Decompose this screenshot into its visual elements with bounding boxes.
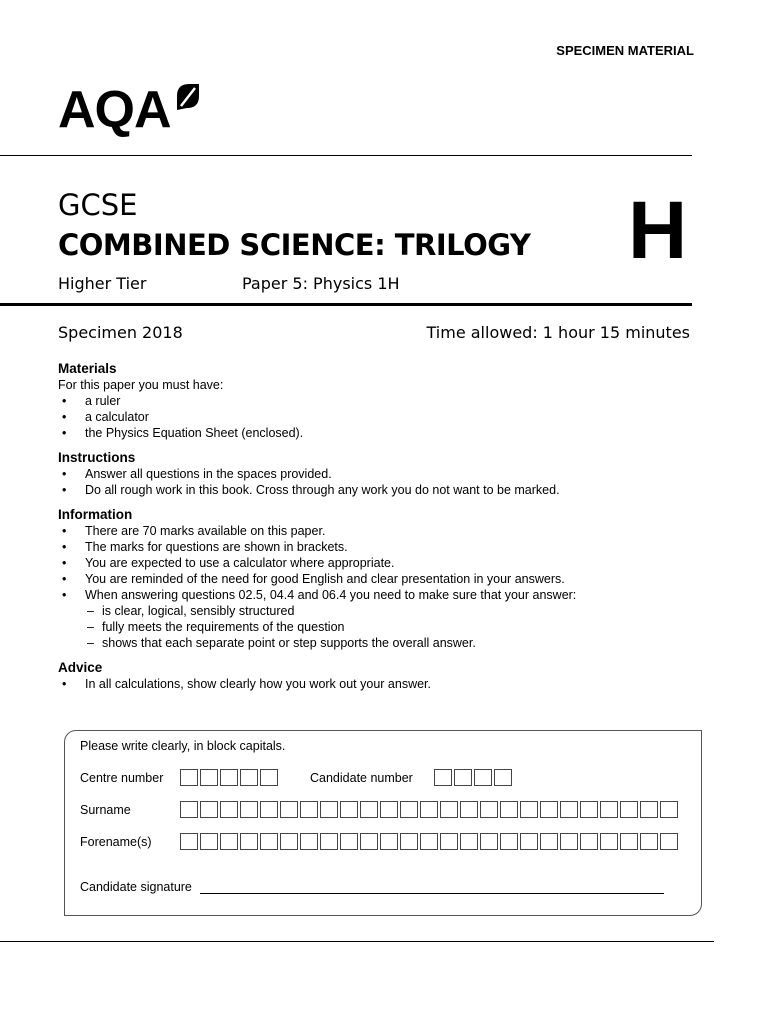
character-box[interactable] (260, 801, 278, 818)
centre-number-boxes[interactable] (180, 769, 280, 786)
character-box[interactable] (620, 801, 638, 818)
character-box[interactable] (180, 801, 198, 818)
list-item: • There are 70 marks available on this paper. (58, 523, 698, 539)
character-box[interactable] (660, 801, 678, 818)
header-divider (0, 155, 692, 156)
character-box[interactable] (360, 833, 378, 850)
list-item: • You are reminded of the need for good English and clear presentation in your answers. (58, 571, 698, 587)
character-box[interactable] (520, 833, 538, 850)
advice-heading: Advice (58, 660, 103, 675)
character-box[interactable] (460, 801, 478, 818)
character-box[interactable] (580, 801, 598, 818)
forename-label: Forename(s) (80, 834, 152, 849)
list-item: – fully meets the requirements of the question (85, 619, 698, 635)
list-item: • In all calculations, show clearly how you work out your answer. (58, 676, 698, 692)
list-item: • a ruler (58, 393, 698, 409)
character-box[interactable] (540, 801, 558, 818)
instructions-list (58, 466, 698, 498)
surname-boxes[interactable] (180, 801, 680, 818)
character-box[interactable] (540, 833, 558, 850)
character-box[interactable] (440, 801, 458, 818)
character-box[interactable] (520, 801, 538, 818)
surname-label: Surname (80, 802, 131, 817)
character-box[interactable] (434, 769, 452, 786)
character-box[interactable] (220, 801, 238, 818)
character-box[interactable] (460, 833, 478, 850)
character-box[interactable] (660, 833, 678, 850)
character-box[interactable] (280, 833, 298, 850)
character-box[interactable] (640, 833, 658, 850)
character-box[interactable] (500, 833, 518, 850)
specimen-label: SPECIMEN MATERIAL (556, 43, 694, 58)
answer-criteria-list (85, 603, 698, 651)
list-item: • The marks for questions are shown in brackets. (58, 539, 698, 555)
centre-number-label: Centre number (80, 770, 164, 785)
list-item: • a calculator (58, 409, 698, 425)
materials-list (58, 393, 698, 441)
character-box[interactable] (180, 833, 198, 850)
character-box[interactable] (200, 769, 218, 786)
list-item: – is clear, logical, sensibly structured (85, 603, 698, 619)
tier-letter: H (628, 185, 688, 276)
aqa-logo (58, 81, 201, 139)
character-box[interactable] (340, 833, 358, 850)
character-box[interactable] (180, 769, 198, 786)
forename-boxes[interactable] (180, 833, 680, 850)
aqa-leaf-icon (175, 82, 201, 112)
character-box[interactable] (600, 801, 618, 818)
paper-label: Paper 5: Physics 1H (242, 274, 400, 293)
character-box[interactable] (420, 801, 438, 818)
character-box[interactable] (640, 801, 658, 818)
logo-text: AQA (58, 81, 171, 139)
character-box[interactable] (200, 833, 218, 850)
specimen-year: Specimen 2018 (58, 323, 183, 342)
materials-intro: For this paper you must have: (58, 378, 224, 392)
instructions-heading: Instructions (58, 450, 136, 465)
character-box[interactable] (380, 833, 398, 850)
character-box[interactable] (400, 801, 418, 818)
character-box[interactable] (454, 769, 472, 786)
character-box[interactable] (300, 833, 318, 850)
tier-label: Higher Tier (58, 274, 147, 293)
character-box[interactable] (360, 801, 378, 818)
materials-heading: Materials (58, 361, 117, 376)
character-box[interactable] (494, 769, 512, 786)
list-item (58, 587, 698, 651)
character-box[interactable] (400, 833, 418, 850)
character-box[interactable] (600, 833, 618, 850)
character-box[interactable] (240, 801, 258, 818)
advice-list (58, 676, 698, 692)
character-box[interactable] (240, 769, 258, 786)
title-divider (0, 303, 692, 306)
character-box[interactable] (320, 801, 338, 818)
character-box[interactable] (380, 801, 398, 818)
character-box[interactable] (280, 801, 298, 818)
information-list (58, 523, 698, 651)
list-item: – shows that each separate point or step supports the overall answer. (85, 635, 698, 651)
rubric (58, 360, 698, 692)
character-box[interactable] (480, 801, 498, 818)
character-box[interactable] (440, 833, 458, 850)
signature-line[interactable] (200, 881, 664, 894)
qualification: GCSE (58, 188, 138, 222)
character-box[interactable] (260, 833, 278, 850)
information-heading: Information (58, 507, 133, 522)
list-item: • the Physics Equation Sheet (enclosed). (58, 425, 698, 441)
list-item: • Do all rough work in this book. Cross through any work you do not want to be marked. (58, 482, 698, 498)
subject-title: COMBINED SCIENCE: TRILOGY (58, 228, 531, 262)
character-box[interactable] (560, 833, 578, 850)
signature-label: Candidate signature (80, 880, 192, 894)
character-box[interactable] (620, 833, 638, 850)
list-item: • You are expected to use a calculator where appropriate. (58, 555, 698, 571)
list-item-text: When answering questions 02.5, 04.4 and 06.4 you need to make sure that your answer: (85, 588, 577, 602)
character-box[interactable] (200, 801, 218, 818)
character-box[interactable] (340, 801, 358, 818)
candidate-number-boxes[interactable] (434, 769, 514, 786)
character-box[interactable] (580, 833, 598, 850)
character-box[interactable] (220, 833, 238, 850)
character-box[interactable] (480, 833, 498, 850)
block-capitals-instruction: Please write clearly, in block capitals. (80, 739, 286, 753)
list-item: • Answer all questions in the spaces provided. (58, 466, 698, 482)
footer-divider (0, 941, 714, 942)
character-box[interactable] (240, 833, 258, 850)
character-box[interactable] (260, 769, 278, 786)
character-box[interactable] (320, 833, 338, 850)
character-box[interactable] (474, 769, 492, 786)
candidate-number-label: Candidate number (310, 770, 413, 785)
character-box[interactable] (220, 769, 238, 786)
character-box[interactable] (560, 801, 578, 818)
character-box[interactable] (420, 833, 438, 850)
character-box[interactable] (500, 801, 518, 818)
character-box[interactable] (300, 801, 318, 818)
candidate-details-box (64, 730, 702, 916)
time-allowed: Time allowed: 1 hour 15 minutes (426, 323, 690, 342)
